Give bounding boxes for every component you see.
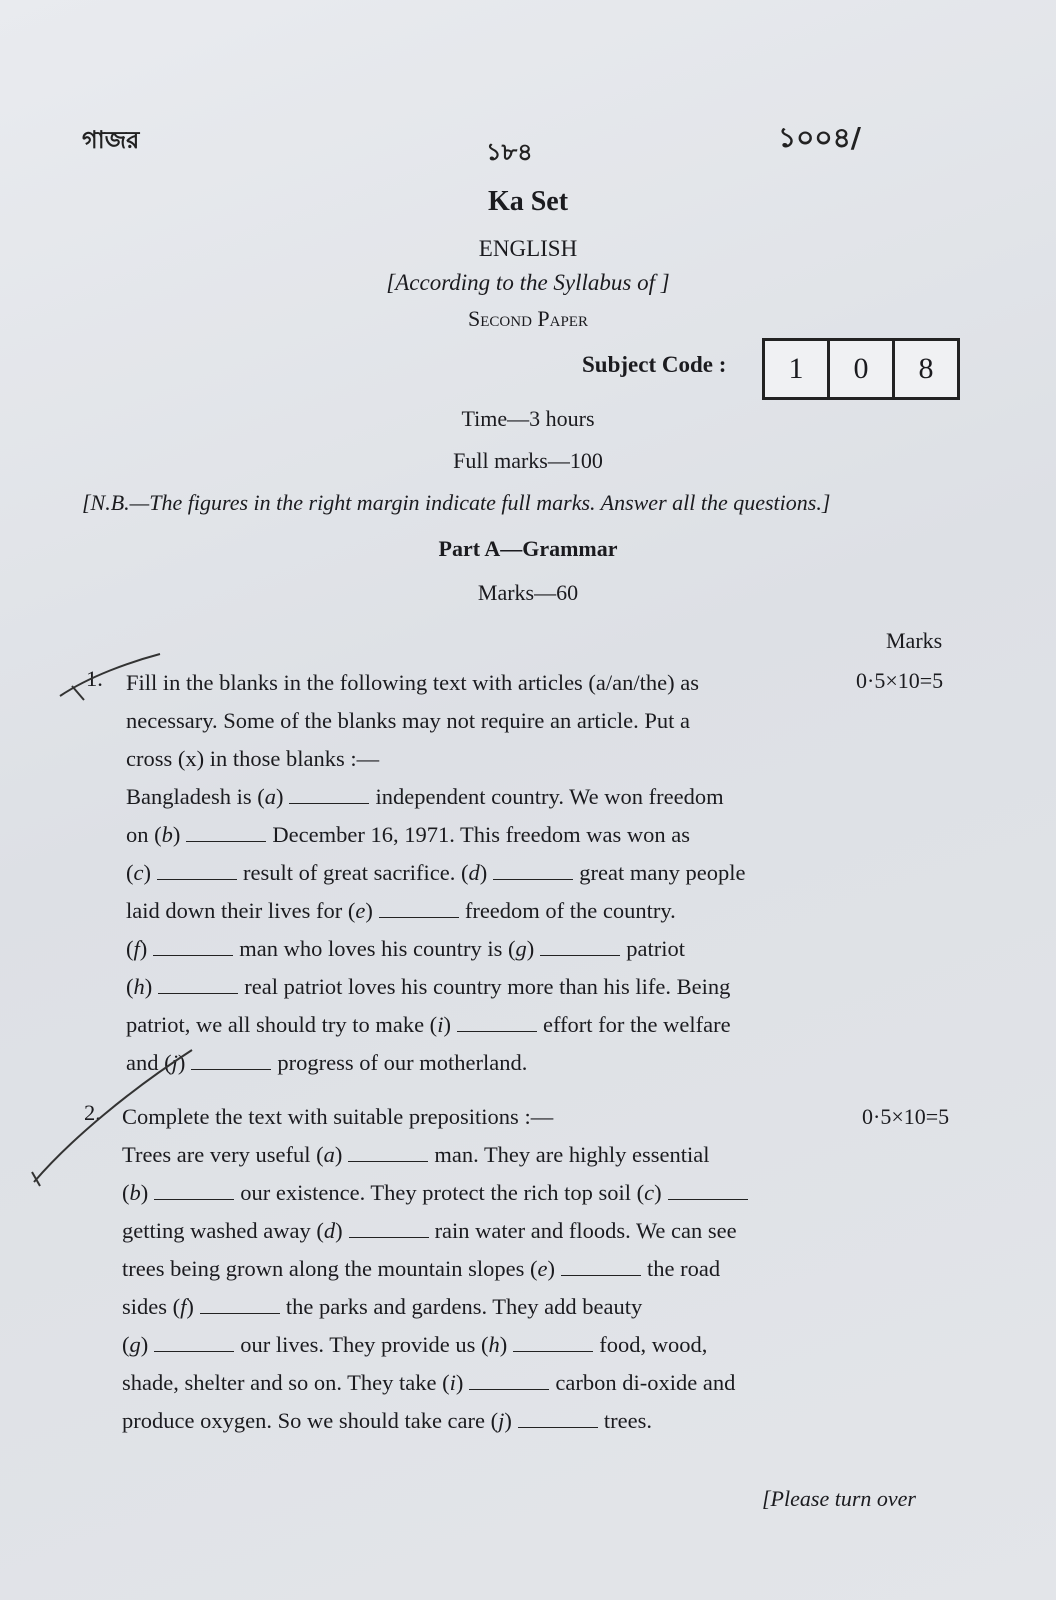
q2-marks: 0·5×10=5: [862, 1104, 950, 1129]
question-text: (: [126, 936, 134, 961]
top-left-handwriting: গাজর: [82, 126, 140, 154]
subject-code-digit: 1: [765, 341, 830, 397]
blank-label: e: [355, 898, 366, 923]
blank-label: h: [488, 1332, 500, 1357]
question-text: ): [140, 1332, 149, 1357]
question-text: ): [144, 974, 153, 999]
exam-full-marks: Full marks—100: [453, 448, 603, 473]
question-text: Trees are very useful (: [122, 1142, 324, 1167]
top-right-handwriting: ১০০৪/: [778, 121, 861, 154]
question-text: on (: [126, 822, 162, 847]
question-text: cross (x) in those blanks :—: [126, 746, 380, 771]
question-text: freedom of the country.: [464, 898, 676, 923]
subject-code-digit: 8: [918, 352, 934, 385]
question-text: man. They are highly essential: [434, 1142, 710, 1167]
question-text: effort for the welfare: [542, 1012, 731, 1037]
question-text: real patriot loves his country more than his life. Being: [244, 974, 731, 999]
question-text: trees being grown along the mountain slopes (: [122, 1256, 538, 1281]
question-text: (: [122, 1332, 130, 1357]
blank-label: c: [644, 1180, 655, 1205]
q2-pen-check: [32, 1172, 40, 1186]
question-text: December 16, 1971. This freedom was won as: [272, 822, 690, 847]
question-text: result of great sacrifice. (: [243, 860, 469, 885]
blank-label: g: [515, 936, 527, 961]
question-text: sides (: [122, 1294, 181, 1319]
blank-label: d: [323, 1218, 336, 1243]
question-text: great many people: [579, 860, 746, 885]
blank-label: f: [133, 936, 140, 961]
question-text: ): [172, 822, 181, 847]
blank-label: b: [129, 1180, 141, 1205]
question-text: ): [365, 898, 373, 923]
question-text: Bangladesh is (: [126, 784, 265, 809]
please-turn-over: [Please turn over: [762, 1486, 916, 1511]
question-text: Fill in the blanks in the following text with articles (a/an/the) as: [126, 670, 700, 695]
question-text: the parks and gardens. They add beauty: [285, 1294, 643, 1319]
blank-label: d: [468, 860, 480, 885]
question-text: ): [186, 1294, 194, 1319]
part-marks: Marks—60: [477, 580, 579, 605]
blank-label: a: [264, 784, 276, 809]
blank-label: g: [129, 1332, 141, 1357]
question-text: (: [126, 974, 134, 999]
question-text: ): [455, 1370, 464, 1395]
syllabus-line: [According to the Syllabus of ]: [386, 270, 670, 295]
question-text: progress of our motherland.: [277, 1050, 528, 1075]
blank-label: a: [323, 1142, 335, 1167]
question-text: shade, shelter and so on. They take (: [122, 1370, 450, 1395]
q1-marks: 0·5×10=5: [856, 668, 944, 693]
blank-label: b: [161, 822, 173, 847]
question-text: ): [140, 1180, 149, 1205]
blank-label: j: [498, 1408, 505, 1433]
question-text: and (: [126, 1050, 172, 1075]
paper-title: Second Paper: [468, 306, 588, 331]
question-text: rain water and floods. We can see: [434, 1218, 737, 1243]
subject-title: ENGLISH: [478, 236, 578, 261]
question-text: (: [122, 1180, 130, 1205]
question-text: laid down their lives for (: [126, 898, 356, 923]
blank-label: i: [437, 1012, 444, 1037]
question-text: patriot: [626, 936, 685, 961]
question-text: independent country. We won freedom: [375, 784, 724, 809]
question-text: necessary. Some of the blanks may not require an article. Put a: [126, 708, 690, 733]
question-text: carbon di-oxide and: [555, 1370, 736, 1395]
exam-note: [N.B.—The figures in the right margin indicate full marks. Answer all the questions.]: [82, 490, 831, 515]
question-text: Complete the text with suitable prepositions :—: [122, 1104, 554, 1129]
question-text: ): [335, 1218, 343, 1243]
question-text: ): [654, 1180, 662, 1205]
question-text: our lives. They provide us (: [240, 1332, 489, 1357]
question-text: the road: [647, 1256, 721, 1281]
subject-code-label: Subject Code :: [582, 352, 727, 377]
q1-pen-check: [72, 686, 84, 700]
question-text: produce oxygen. So we should take care (: [122, 1408, 499, 1433]
question-text: ): [547, 1256, 556, 1281]
blank-label: c: [133, 860, 144, 885]
question-text: patriot, we all should try to make (: [126, 1012, 438, 1037]
q2-pen-stroke: [34, 1050, 192, 1182]
question-text: ): [504, 1408, 512, 1433]
question-text: ): [139, 936, 148, 961]
question-text: ): [499, 1332, 508, 1357]
question-text: ): [143, 860, 151, 885]
question-text: man who loves his country is (: [239, 936, 516, 961]
question-text: food, wood,: [599, 1332, 708, 1357]
question-text: ): [334, 1142, 343, 1167]
marks-column-header: Marks: [886, 628, 943, 653]
top-center-handwriting: ১৮৪: [486, 138, 533, 166]
question-text: trees.: [603, 1408, 653, 1433]
question-text: ): [526, 936, 535, 961]
q2-number: 2.: [84, 1100, 101, 1125]
set-title: Ka Set: [487, 186, 569, 217]
blank-label: e: [537, 1256, 548, 1281]
part-title: Part A—Grammar: [438, 536, 618, 561]
subject-code-digit: 0: [830, 341, 895, 397]
blank-label: f: [180, 1294, 187, 1319]
question-text: (: [126, 860, 134, 885]
question-text: ): [443, 1012, 451, 1037]
blank-label: j: [171, 1050, 178, 1075]
exam-time: Time—3 hours: [461, 406, 595, 431]
q1-number: 1.: [86, 666, 103, 691]
blank-label: i: [449, 1370, 456, 1395]
question-text: ): [177, 1050, 186, 1075]
question-text: getting washed away (: [122, 1218, 324, 1243]
question-text: our existence. They protect the rich top soil (: [240, 1180, 645, 1205]
question-text: ): [479, 860, 488, 885]
question-text: ): [275, 784, 284, 809]
blank-label: h: [133, 974, 145, 999]
